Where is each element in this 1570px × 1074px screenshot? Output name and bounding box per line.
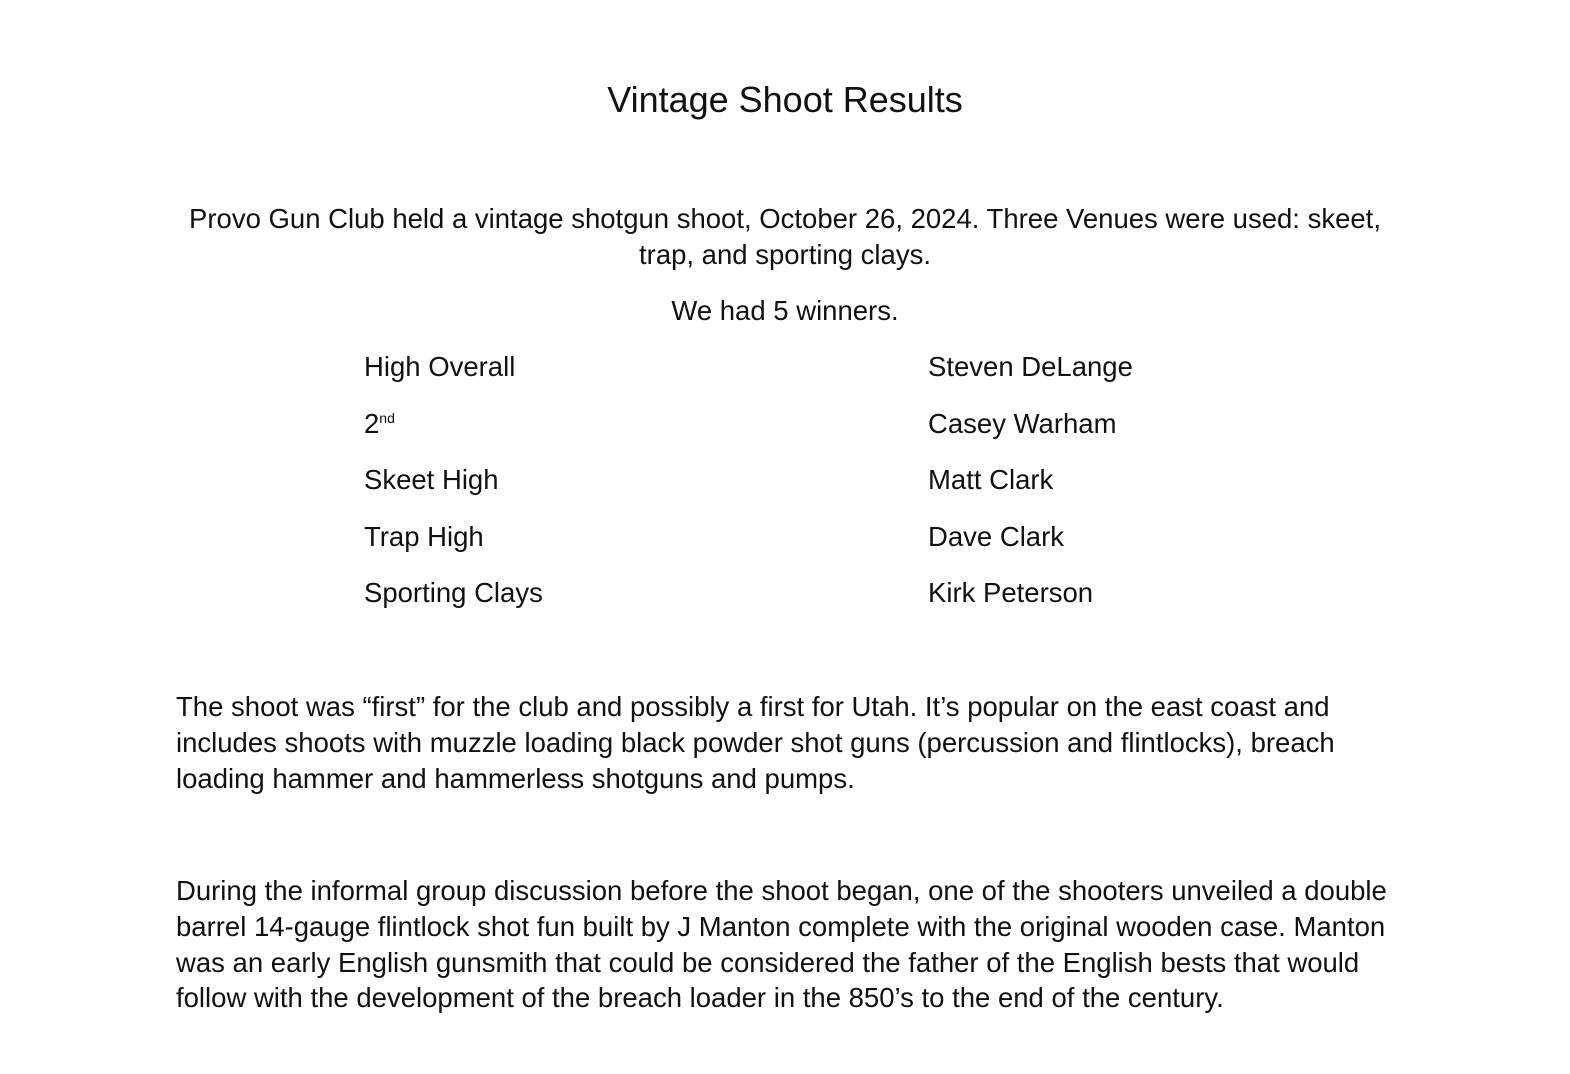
award-place: 2 [364,407,380,439]
document-title: Vintage Shoot Results [607,79,963,120]
winners-count-text: We had 5 winners. [671,295,899,326]
award-label: High Overall [364,351,516,382]
body-paragraph-1: The shoot was “first” for the club and possibly a first for Utah. It’s popular on the east coast and includes shoots with muzzle loading black powder shot guns (percussion and flintlocks), breach loading hammer and hammerless shotguns and pumps. [176,691,1335,794]
winner-name: Casey Warham [928,407,1117,439]
winner-row [364,406,1364,463]
award-label [364,406,395,442]
intro-paragraph: Provo Gun Club held a vintage shotgun shoot, October 26, 2024. Three Venues were used: skeet, trap, and sporting clays. [189,203,1381,270]
award-label: Trap High [364,520,484,552]
winner-name: Dave Clark [928,520,1065,552]
award-label: Sporting Clays [364,577,543,608]
winner-row [364,462,1364,519]
winner-row [364,349,1364,406]
award-label: Skeet High [364,464,499,495]
body-paragraph-2: During the informal group discussion before the shoot began, one of the shooters unveiled a double barrel 14-gauge flintlock shot fun built by J Manton complete with the original wooden case. Manton was an early English gunsmith that could be considered the father of the English bests that would follow with the development of the breach loader in the 850’s to the end of the century. [176,875,1387,1014]
winner-row [364,575,1364,632]
winner-name: Steven DeLange [928,351,1133,382]
award-place-suffix: nd [379,409,395,426]
winners-list [364,349,1364,632]
winner-name: Matt Clark [928,464,1054,495]
winner-name: Kirk Peterson [928,577,1094,608]
winner-row [364,519,1364,576]
